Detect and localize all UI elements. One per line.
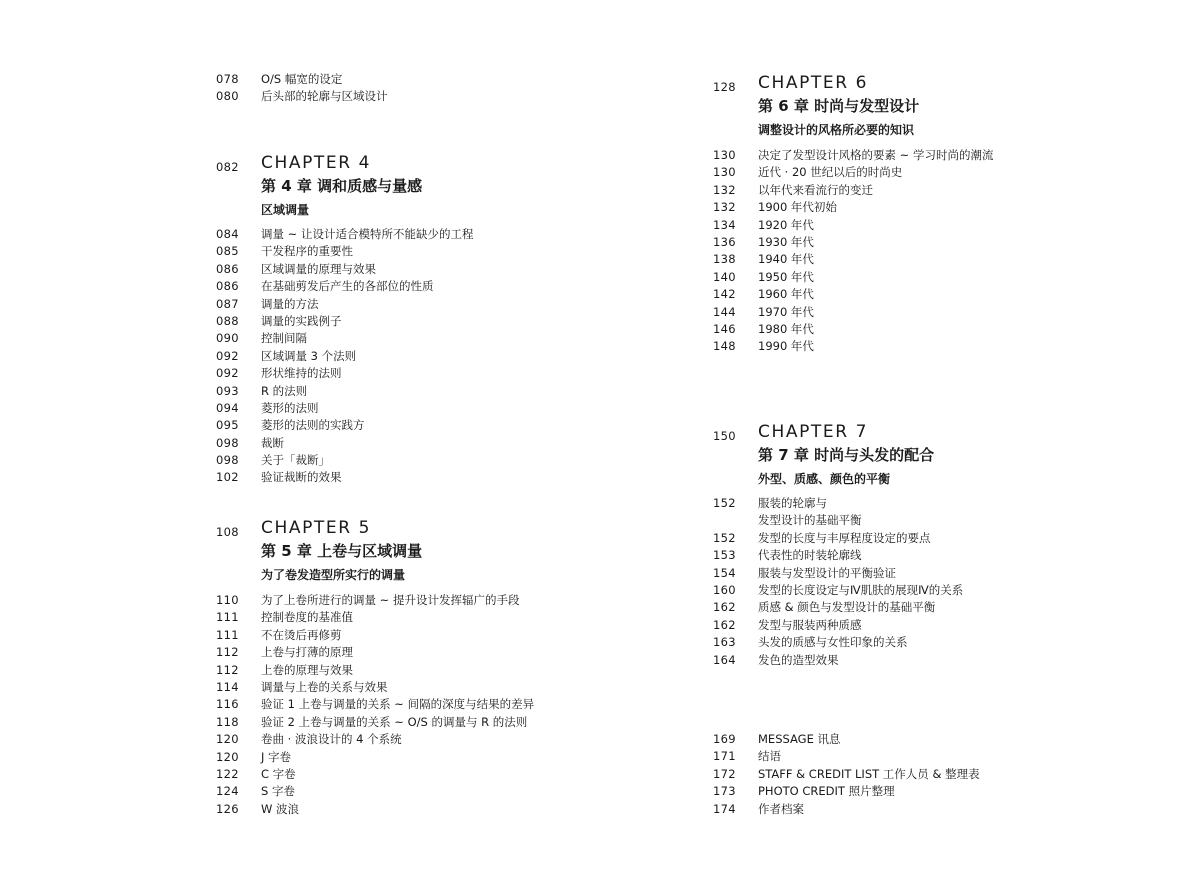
toc-page-number: 172 — [713, 766, 736, 781]
toc-page-number: 132 — [713, 182, 736, 197]
chapter-4-entries — [216, 226, 616, 487]
toc-page-number: 078 — [216, 72, 239, 86]
toc-entry — [216, 749, 616, 766]
toc-entry-title: 作者档案 — [758, 801, 804, 816]
toc-page-number: 110 — [216, 593, 239, 607]
toc-page-number: 132 — [713, 200, 736, 215]
toc-entry — [216, 348, 616, 365]
toc-entry — [713, 783, 1183, 800]
toc-entry-title: 服装的轮廓与 — [758, 496, 827, 510]
toc-page-number: 130 — [713, 165, 736, 180]
toc-entry — [216, 313, 616, 330]
toc-entry — [713, 217, 1183, 234]
chapter-title: 第 6 章 时尚与发型设计 — [758, 97, 920, 115]
toc-page-number: 114 — [216, 679, 239, 694]
toc-entry-title: 决定了发型设计风格的要素 ~ 学习时尚的潮流 — [758, 148, 994, 162]
toc-entry — [216, 330, 616, 347]
toc-entry-title: 发型的长度设定与Ⅳ肌肤的展现Ⅳ的关系 — [758, 582, 964, 597]
toc-entry-title: S 字卷 — [261, 784, 295, 799]
toc-page-number: 142 — [713, 287, 736, 302]
toc-page-number: 146 — [713, 321, 736, 336]
toc-entry-title: 质感 & 颜色与发型设计的基础平衡 — [758, 600, 936, 615]
toc-page-number: 102 — [216, 470, 239, 485]
toc-entry — [713, 251, 1183, 268]
toc-entry-title: 区域调量 3 个法则 — [261, 348, 357, 363]
toc-page-number: 154 — [713, 565, 736, 580]
toc-page-number: 088 — [216, 313, 239, 328]
toc-entry — [216, 662, 616, 679]
chapter-label: CHAPTER 6 — [758, 73, 869, 93]
toc-entry-title: 1940 年代 — [758, 252, 814, 267]
toc-page-number: 152 — [713, 530, 736, 545]
toc-page-number: 111 — [216, 610, 239, 625]
chapter-subtitle: 为了卷发造型所实行的调量 — [261, 568, 406, 582]
toc-entry — [216, 365, 616, 382]
toc-entry — [713, 512, 1183, 529]
toc-entry — [216, 417, 616, 434]
toc-page-number: 152 — [713, 496, 736, 510]
toc-entry-title: 1930 年代 — [758, 234, 814, 249]
toc-page-number: 134 — [713, 217, 736, 232]
toc-entry — [216, 731, 616, 748]
toc-page-number: 095 — [216, 418, 239, 433]
toc-entry-title: 后头部的轮廓与区域设计 — [261, 89, 388, 104]
toc-page-number: 164 — [713, 652, 736, 667]
toc-page-number: 173 — [713, 784, 736, 799]
toc-entry-title: 控制卷度的基准值 — [261, 610, 353, 625]
toc-page-number: 163 — [713, 635, 736, 650]
toc-entry-title: PHOTO CREDIT 照片整理 — [758, 784, 895, 799]
toc-page-number: 112 — [216, 662, 239, 677]
toc-entry — [216, 71, 616, 88]
toc-entry — [713, 617, 1183, 634]
chapter-5-entries — [216, 592, 616, 818]
toc-entry-title: 结语 — [758, 749, 781, 764]
toc-entry-title: 1950 年代 — [758, 269, 814, 284]
toc-page-number: 118 — [216, 714, 239, 729]
toc-entry-title: 近代 · 20 世纪以后的时尚史 — [758, 165, 903, 180]
toc-entry-title: 服装与发型设计的平衡验证 — [758, 565, 896, 580]
toc-entry — [216, 278, 616, 295]
toc-entry — [216, 469, 616, 486]
toc-entry-title: 形状维持的法则 — [261, 366, 342, 381]
toc-entry-title: 上卷的原理与效果 — [261, 662, 353, 677]
toc-page-number: 080 — [216, 89, 239, 104]
toc-entry — [216, 609, 616, 626]
toc-entry-title: 1920 年代 — [758, 217, 814, 232]
toc-entry-title: 区域调量的原理与效果 — [261, 261, 376, 276]
toc-entry-title: 发型与服装两种质感 — [758, 617, 862, 632]
toc-page-number: 124 — [216, 784, 239, 799]
toc-entry — [713, 731, 1183, 748]
toc-page-number: 098 — [216, 435, 239, 450]
toc-entry — [216, 88, 616, 105]
toc-page-number: 112 — [216, 645, 239, 660]
toc-page-number: 090 — [216, 331, 239, 346]
toc-entry-title: 1990 年代 — [758, 339, 814, 354]
toc-entry-title: STAFF & CREDIT LIST 工作人员 & 整理表 — [758, 766, 980, 781]
toc-entry — [216, 696, 616, 713]
toc-entry — [713, 801, 1183, 818]
toc-entry-title: 发色的造型效果 — [758, 652, 839, 667]
toc-entry-title: 验证 1 上卷与调量的关系 ~ 间隔的深度与结果的差异 — [261, 697, 535, 712]
toc-entry-title: 不在烫后再修剪 — [261, 627, 342, 642]
toc-entry — [713, 269, 1183, 286]
toc-page-number: 144 — [713, 304, 736, 319]
toc-entry-title: 调量的方法 — [261, 296, 319, 311]
chapter-title: 第 5 章 上卷与区域调量 — [261, 542, 423, 560]
toc-page-number: 136 — [713, 234, 736, 249]
toc-entry — [713, 547, 1183, 564]
toc-entry — [713, 199, 1183, 216]
toc-page-number: 162 — [713, 600, 736, 615]
toc-page-number: 092 — [216, 366, 239, 381]
toc-page-number: 171 — [713, 749, 736, 764]
toc-entry — [713, 766, 1183, 783]
toc-entry-title: 1970 年代 — [758, 304, 814, 319]
toc-entry-title: 干发程序的重要性 — [261, 244, 353, 259]
toc-page-number: 084 — [216, 227, 239, 241]
toc-entry-title: 关于「裁断」 — [261, 453, 330, 468]
toc-page-number: 140 — [713, 269, 736, 284]
toc-entry — [216, 296, 616, 313]
toc-entry — [216, 400, 616, 417]
toc-entry — [216, 801, 616, 818]
toc-page-number: 098 — [216, 453, 239, 468]
toc-page-number: 120 — [216, 732, 239, 747]
toc-entry-title: 发型设计的基础平衡 — [758, 513, 862, 528]
toc-entry — [216, 766, 616, 783]
toc-entry-title: 1900 年代初始 — [758, 200, 837, 215]
toc-entry-title: 调量 ~ 让设计适合模特所不能缺少的工程 — [261, 227, 474, 241]
chapter-subtitle: 区域调量 — [261, 203, 310, 217]
toc-page-number: 094 — [216, 400, 239, 415]
toc-entry-title: 菱形的法则 — [261, 400, 319, 415]
toc-entry — [216, 383, 616, 400]
chapter-label: CHAPTER 5 — [261, 518, 372, 538]
chapter-6-entries — [713, 147, 1183, 356]
toc-entry — [713, 599, 1183, 616]
toc-entry — [216, 452, 616, 469]
toc-entry — [713, 582, 1183, 599]
toc-entry — [713, 321, 1183, 338]
chapter-title: 第 7 章 时尚与头发的配合 — [758, 446, 935, 464]
toc-entry — [713, 530, 1183, 547]
toc-entry — [713, 652, 1183, 669]
chapter-page-number: 150 — [713, 429, 736, 443]
toc-page-number: 174 — [713, 801, 736, 816]
toc-entry — [216, 714, 616, 731]
toc-page-number: 122 — [216, 766, 239, 781]
toc-entry-title: 上卷与打薄的原理 — [261, 645, 353, 660]
toc-entry — [216, 627, 616, 644]
toc-entry — [713, 634, 1183, 651]
toc-page-number: 087 — [216, 296, 239, 311]
toc-entry — [216, 226, 616, 243]
toc-entry-title: J 字卷 — [261, 749, 292, 764]
toc-entry-title: 以年代来看流行的变迁 — [758, 182, 873, 197]
toc-entry-title: 卷曲 · 波浪设计的 4 个系统 — [261, 732, 402, 747]
toc-entry-title: O/S 幅宽的设定 — [261, 72, 343, 86]
toc-entry — [216, 261, 616, 278]
toc-entry-title: 发型的长度与丰厚程度设定的要点 — [758, 530, 931, 545]
toc-entry — [713, 164, 1183, 181]
toc-entry — [216, 435, 616, 452]
chapter-page-number: 128 — [713, 80, 736, 94]
toc-page-number: 138 — [713, 252, 736, 267]
chapter-page-number: 082 — [216, 160, 239, 174]
toc-entry-title: W 波浪 — [261, 801, 300, 816]
toc-entry-title: 代表性的时装轮廓线 — [758, 548, 862, 563]
toc-entry-title: 1980 年代 — [758, 321, 814, 336]
toc-page-number: 162 — [713, 617, 736, 632]
toc-page-number: 153 — [713, 548, 736, 563]
toc-page-number: 160 — [713, 582, 736, 597]
toc-entry — [216, 679, 616, 696]
toc-page-number: 092 — [216, 348, 239, 363]
toc-entry-title: 在基础剪发后产生的各部位的性质 — [261, 279, 434, 294]
toc-entry-title: MESSAGE 讯息 — [758, 732, 841, 746]
toc-entry — [713, 147, 1183, 164]
toc-entry — [713, 338, 1183, 355]
chapter-title: 第 4 章 调和质感与量感 — [261, 177, 423, 195]
toc-entry-title: 验证 2 上卷与调量的关系 ~ O/S 的调量与 R 的法则 — [261, 714, 528, 729]
toc-entry-title: 调量的实践例子 — [261, 313, 342, 328]
toc-entry-title: 裁断 — [261, 435, 284, 450]
toc-entry — [713, 182, 1183, 199]
toc-entry — [713, 748, 1183, 765]
toc-entry — [216, 243, 616, 260]
toc-intro-list — [216, 71, 616, 106]
toc-entry — [713, 495, 1183, 512]
toc-entry-title: 调量与上卷的关系与效果 — [261, 679, 388, 694]
toc-entry — [713, 286, 1183, 303]
toc-page-number: 085 — [216, 244, 239, 259]
toc-entry-title: 控制间隔 — [261, 331, 307, 346]
toc-page-number: 130 — [713, 148, 736, 162]
chapter-subtitle: 外型、质感、颜色的平衡 — [758, 472, 891, 486]
toc-entry-title: 菱形的法则的实践方 — [261, 418, 365, 433]
toc-entry — [713, 234, 1183, 251]
toc-page-number: 111 — [216, 627, 239, 642]
toc-appendix-list — [713, 731, 1183, 818]
chapter-page-number: 108 — [216, 525, 239, 539]
toc-entry-title: 验证裁断的效果 — [261, 470, 342, 485]
toc-entry-title: R 的法则 — [261, 383, 308, 398]
toc-entry-title: 1960 年代 — [758, 287, 814, 302]
toc-page-number: 120 — [216, 749, 239, 764]
toc-entry — [216, 592, 616, 609]
chapter-7-entries — [713, 495, 1183, 669]
toc-page-number: 086 — [216, 279, 239, 294]
toc-page-number: 093 — [216, 383, 239, 398]
chapter-label: CHAPTER 7 — [758, 422, 869, 442]
toc-entry — [216, 644, 616, 661]
toc-page-number: 169 — [713, 732, 736, 746]
toc-entry — [216, 783, 616, 800]
chapter-label: CHAPTER 4 — [261, 153, 372, 173]
toc-page-number: 148 — [713, 339, 736, 354]
chapter-subtitle: 调整设计的风格所必要的知识 — [758, 123, 915, 137]
toc-page-number: 116 — [216, 697, 239, 712]
toc-entry — [713, 304, 1183, 321]
toc-entry-title: 头发的质感与女性印象的关系 — [758, 635, 908, 650]
toc-entry — [713, 565, 1183, 582]
toc-entry-title: C 字卷 — [261, 766, 296, 781]
toc-page-number: 086 — [216, 261, 239, 276]
toc-entry-title: 为了上卷所进行的调量 ~ 提升设计发挥辐广的手段 — [261, 593, 520, 607]
toc-page-number: 126 — [216, 801, 239, 816]
